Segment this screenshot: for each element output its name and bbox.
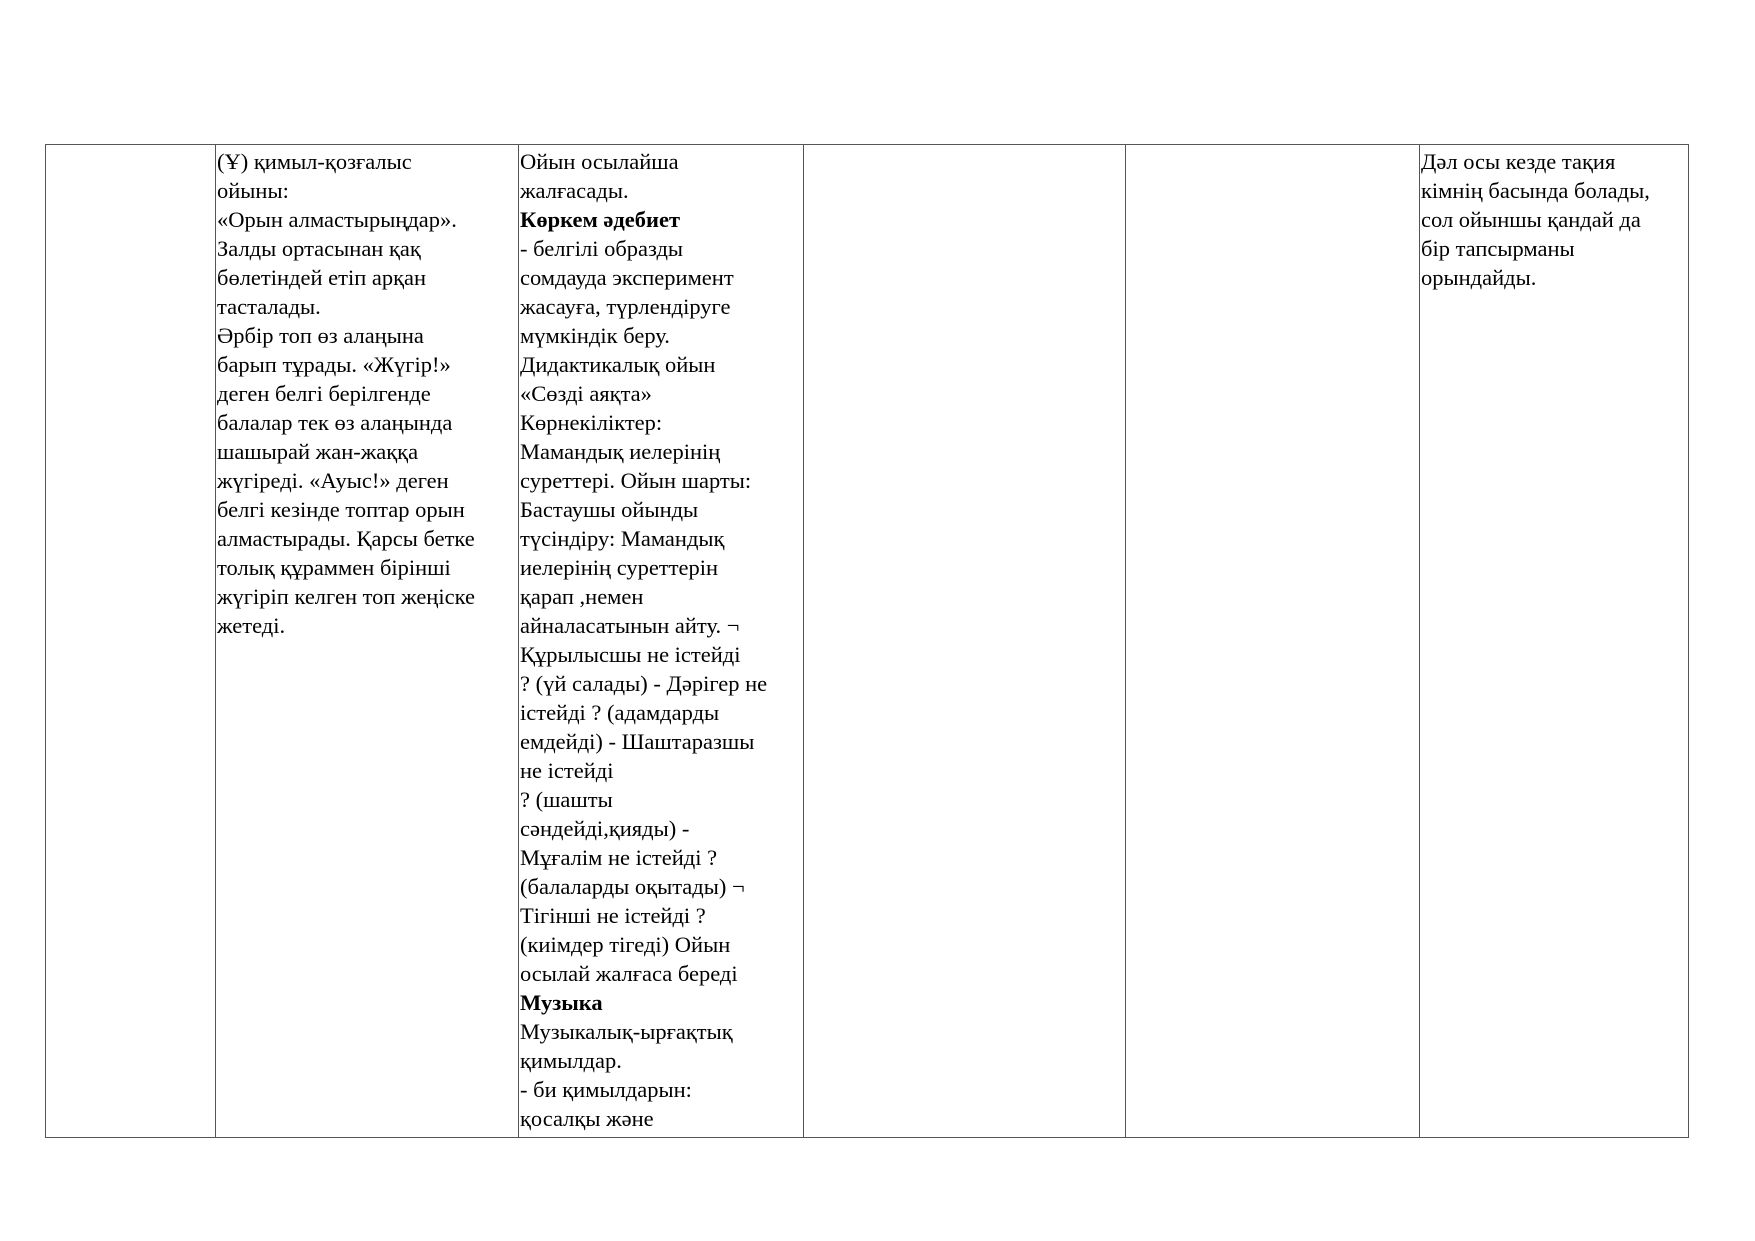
text-line: белгі кезінде топтар орын: [217, 497, 465, 522]
text-line: барып тұрады. «Жүгір!»: [217, 352, 451, 377]
text-line: «Орын алмастырыңдар».: [217, 207, 457, 232]
text-line: балалар тек өз алаңында: [217, 410, 453, 435]
text-line: орындайды.: [1421, 265, 1537, 290]
plan-table: [45, 144, 1689, 1138]
text-line: деген белгі берілгенде: [217, 381, 431, 406]
text-line: Құрылысшы не істейді: [520, 642, 741, 667]
table-row: [46, 145, 1689, 1138]
text-line: Әрбір топ өз алаңына: [217, 323, 424, 348]
text-line: не істейді: [520, 758, 614, 783]
text-line: айналасатынын айту. ¬: [520, 613, 740, 638]
text-line: жүгіреді. «Ауыс!» деген: [217, 468, 449, 493]
text-line: ойыны:: [217, 178, 289, 203]
text-line: кімнің басында болады,: [1421, 178, 1650, 203]
text-line: иелерінің суреттерін: [520, 555, 719, 580]
text-line: толық құраммен бірінші: [217, 555, 451, 580]
table-cell-col-5: [1126, 145, 1420, 1138]
text-line: - белгілі образды: [520, 236, 684, 261]
table-cell-col-3: [519, 145, 804, 1138]
text-line: емдейді) - Шаштаразшы: [520, 729, 755, 754]
text-line: (балаларды оқытады) ¬: [520, 874, 745, 899]
text-line: ? (үй салады) - Дәрігер не: [520, 671, 768, 696]
text-line: Көрнекіліктер:: [520, 410, 663, 435]
text-line: сомдауда эксперимент: [520, 265, 734, 290]
text-line: Дидактикалық ойын: [520, 352, 716, 377]
text-line: қарап ,немен: [520, 584, 644, 609]
text-line: Залды ортасынан қақ: [217, 236, 421, 261]
text-line: (киімдер тігеді) Ойын: [520, 932, 731, 957]
text-line: - би қимылдарын:: [520, 1077, 692, 1102]
text-line: осылай жалғаса береді: [520, 961, 738, 986]
section-heading: Көркем әдебиет: [520, 207, 681, 232]
table-cell-col-1: [46, 145, 216, 1138]
text-line: істейді ? (адамдарды: [520, 700, 720, 725]
table-cell-col-4: [804, 145, 1126, 1138]
text-line: бір тапсырманы: [1421, 236, 1575, 261]
text-line: Музыкалық-ырғақтық: [520, 1019, 733, 1044]
text-line: Мұғалім не істейді ?: [520, 845, 718, 870]
text-line: жасауға, түрлендіруге: [520, 294, 731, 319]
section-heading: Музыка: [520, 990, 603, 1015]
text-line: тасталады.: [217, 294, 321, 319]
text-line: Ойын осылайша: [520, 149, 679, 174]
text-line: (Ұ) қимыл-қозғалыс: [217, 149, 412, 174]
text-line: мүмкіндік беру.: [520, 323, 670, 348]
text-line: Мамандық иелерінің: [520, 439, 721, 464]
text-line: бөлетіндей етіп арқан: [217, 265, 427, 290]
text-line: суреттері. Ойын шарты:: [520, 468, 752, 493]
table-cell-col-2: [216, 145, 519, 1138]
text-line: «Сөзді аяқта»: [520, 381, 652, 406]
text-line: сәндейді,қияды) -: [520, 816, 690, 841]
text-line: алмастырады. Қарсы бетке: [217, 526, 475, 551]
text-line: Тігінші не істейді ?: [520, 903, 706, 928]
text-line: Бастаушы ойынды: [520, 497, 699, 522]
text-line: қимылдар.: [520, 1048, 622, 1073]
text-line: қосалқы және: [520, 1106, 654, 1131]
text-line: түсіндіру: Мамандық: [520, 526, 725, 551]
text-line: ? (шашты: [520, 787, 613, 812]
text-line: жүгіріп келген топ жеңіске: [217, 584, 475, 609]
table-cell-col-6: [1420, 145, 1689, 1138]
text-line: сол ойыншы қандай да: [1421, 207, 1641, 232]
text-line: Дәл осы кезде тақия: [1421, 149, 1616, 174]
text-line: жетеді.: [217, 613, 286, 638]
text-line: шашырай жан-жаққа: [217, 439, 419, 464]
text-line: жалғасады.: [520, 178, 629, 203]
